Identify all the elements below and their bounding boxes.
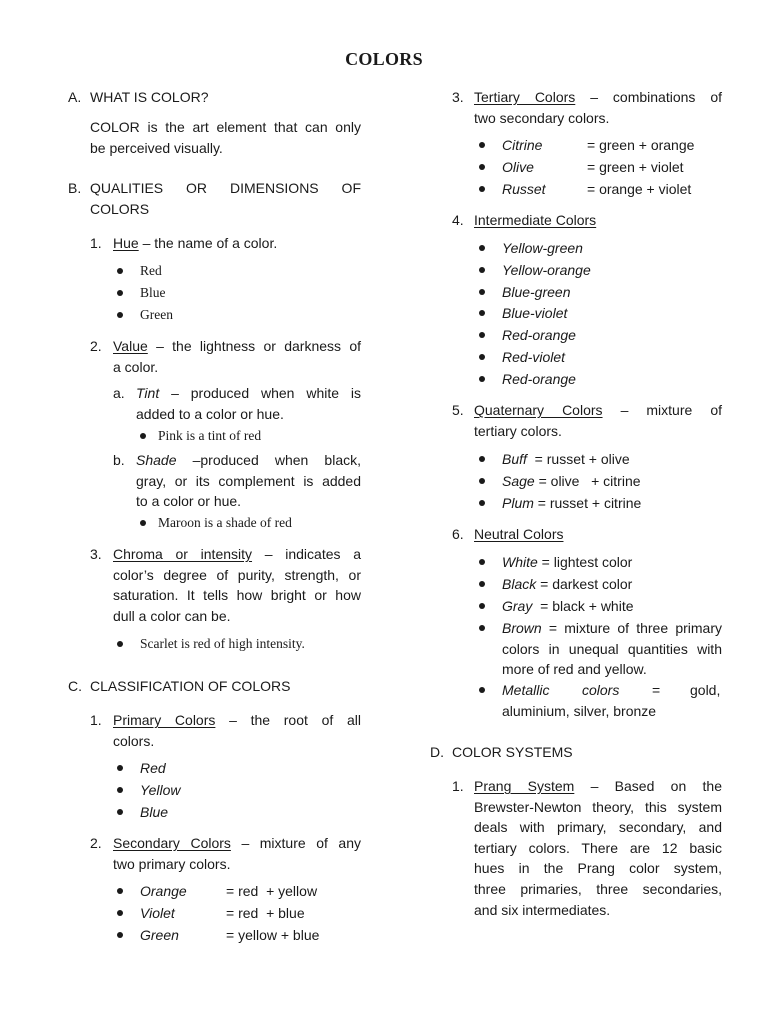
neutral-item-formula: = lightest color (537, 554, 633, 570)
tertiary-definition (474, 87, 722, 128)
shade-marker: b. (113, 452, 125, 468)
bullet-icon (479, 142, 485, 148)
tertiary-item-name: Citrine (502, 137, 543, 153)
secondary-item-formula: = red + yellow (226, 883, 318, 899)
section-b-heading-line: QUALITIES OR DIMENSIONS OF (90, 180, 361, 196)
tertiary-number: 3. (452, 89, 464, 105)
shade-line: to a color or hue. (136, 493, 242, 510)
bullet-icon (479, 478, 485, 484)
secondary-line: two primary colors. (113, 855, 231, 872)
secondary-definition (113, 833, 361, 874)
bullet-icon (479, 164, 485, 170)
bullet-icon (479, 289, 485, 295)
primary-item: Blue (140, 804, 169, 820)
secondary-item-name: Orange (140, 883, 187, 899)
chroma-term: Chroma or intensity (113, 546, 253, 562)
bullet-icon (479, 603, 485, 609)
primary-line-text: – the root of all (215, 712, 361, 728)
neutral-item-name: Black (502, 576, 537, 592)
intermediate-term: Intermediate Colors (474, 212, 597, 228)
hue-item: Green (140, 307, 173, 322)
section-a-body-line: COLOR is the art element that can only (90, 119, 361, 135)
chroma-line (113, 544, 361, 565)
value-number: 2. (90, 338, 102, 354)
quaternary-number: 5. (452, 402, 464, 418)
prang-line (474, 776, 722, 797)
bullet-icon (479, 687, 485, 693)
intermediate-item: Blue-violet (502, 305, 568, 321)
prang-line: hues in the Prang color system, (474, 860, 722, 877)
bullet-icon (117, 932, 123, 938)
neutral-number: 6. (452, 526, 464, 542)
chroma-line-text: – indicates a (252, 546, 361, 562)
tertiary-item-formula: = orange + violet (587, 181, 692, 197)
intermediate-item: Red-violet (502, 349, 566, 365)
bullet-icon (117, 641, 123, 647)
value-line-text: – the lightness or darkness of (147, 338, 361, 354)
metallic-equals: = (652, 682, 661, 698)
section-a-body (90, 117, 361, 158)
intermediate-item: Red-orange (502, 327, 576, 343)
metallic-line-2: aluminium, silver, bronze (502, 703, 657, 719)
bullet-icon (117, 888, 123, 894)
primary-line: colors. (113, 732, 155, 749)
quaternary-item-formula: = russet + citrine (533, 495, 642, 511)
value-term: Value (113, 338, 148, 354)
prang-number: 1. (452, 778, 464, 794)
bullet-icon (140, 433, 146, 439)
primary-definition (113, 710, 361, 751)
hue-number: 1. (90, 235, 102, 251)
intermediate-item: Blue-green (502, 284, 571, 300)
secondary-item-name: Green (140, 927, 179, 943)
bullet-icon (479, 625, 485, 631)
section-a-marker: A. (68, 89, 82, 105)
section-d-marker: D. (430, 744, 444, 760)
quaternary-definition (474, 400, 722, 441)
tertiary-line: two secondary colors. (474, 109, 610, 126)
shade-line-text: –produced when black, (176, 452, 361, 468)
primary-item: Red (140, 760, 166, 776)
secondary-line-text: – mixture of any (230, 835, 361, 851)
brown-line-text: = mixture of three primary (541, 620, 722, 636)
bullet-icon (479, 456, 485, 462)
primary-term: Primary Colors (113, 712, 216, 728)
secondary-item-formula: = yellow + blue (226, 927, 320, 943)
section-b-marker: B. (68, 180, 82, 196)
secondary-number: 2. (90, 835, 102, 851)
neutral-item (502, 596, 634, 617)
bullet-icon (479, 354, 485, 360)
intermediate-item: Yellow-orange (502, 262, 591, 278)
bullet-icon (479, 332, 485, 338)
document-title: COLORS (345, 49, 423, 69)
bullet-icon (479, 500, 485, 506)
quaternary-item (502, 493, 641, 514)
bullet-icon (140, 520, 146, 526)
shade-line (136, 450, 361, 471)
bullet-icon (479, 559, 485, 565)
section-a-heading: WHAT IS COLOR? (90, 89, 209, 105)
quaternary-item-name: Buff (502, 451, 527, 467)
prang-line: deals with primary, secondary, and (474, 819, 722, 836)
tint-term: Tint (136, 385, 160, 401)
neutral-brown (502, 618, 722, 680)
prang-line: and six intermediates. (474, 901, 611, 918)
neutral-item-formula: = black + white (532, 598, 634, 614)
tint-line (136, 383, 361, 404)
chroma-line: dull a color can be. (113, 607, 231, 624)
value-line (113, 336, 361, 357)
shade-term: Shade (136, 452, 177, 468)
quaternary-item-formula: = russet + olive (526, 451, 630, 467)
shade-definition (136, 450, 361, 512)
bullet-icon (117, 765, 123, 771)
tertiary-item-name: Olive (502, 159, 534, 175)
bullet-icon (117, 268, 123, 274)
prang-line: tertiary colors. There are 12 basic (474, 839, 722, 856)
intermediate-item: Yellow-green (502, 240, 583, 256)
quaternary-line (474, 400, 722, 421)
prang-term: Prang System (474, 778, 575, 794)
tertiary-item-name: Russet (502, 181, 546, 197)
bullet-icon (117, 290, 123, 296)
hue-term: Hue (113, 235, 139, 251)
bullet-icon (117, 312, 123, 318)
chroma-line: saturation. It tells how bright or how (113, 587, 361, 604)
primary-item: Yellow (140, 782, 181, 798)
section-d-heading: COLOR SYSTEMS (452, 744, 573, 760)
secondary-line (113, 833, 361, 854)
value-line: a color. (113, 358, 159, 375)
bullet-icon (117, 809, 123, 815)
bullet-icon (117, 910, 123, 916)
quaternary-item (502, 471, 641, 492)
bullet-icon (479, 581, 485, 587)
chroma-definition (113, 544, 361, 626)
tint-example: Pink is a tint of red (158, 428, 262, 443)
neutral-item-name: Gray (502, 598, 533, 614)
neutral-item (502, 574, 632, 595)
secondary-item-name: Violet (140, 905, 175, 921)
metallic-name: Metallic (502, 682, 550, 698)
prang-line: three primaries, three secondaries, (474, 880, 722, 897)
chroma-number: 3. (90, 546, 102, 562)
quaternary-line: tertiary colors. (474, 422, 562, 439)
section-c-marker: C. (68, 678, 82, 694)
hue-definition: – the name of a color. (138, 235, 278, 251)
brown-line (502, 618, 722, 639)
section-a-body-line: be perceived visually. (90, 139, 223, 156)
neutral-item (502, 552, 632, 573)
quaternary-item (502, 449, 630, 470)
quaternary-item-name: Sage (502, 473, 535, 489)
tertiary-item-formula: = green + orange (587, 137, 695, 153)
metallic-gold: gold, (690, 682, 721, 698)
bullet-icon (479, 267, 485, 273)
quaternary-line-text: – mixture of (602, 402, 722, 418)
brown-name: Brown (502, 620, 542, 636)
tertiary-line (474, 87, 722, 108)
hue-heading (113, 233, 277, 254)
bullet-icon (479, 310, 485, 316)
bullet-icon (479, 376, 485, 382)
secondary-term: Secondary Colors (113, 835, 231, 851)
primary-line (113, 710, 361, 731)
neutral-item-formula: = darkest color (536, 576, 633, 592)
tint-definition (136, 383, 361, 424)
neutral-term: Neutral Colors (474, 526, 564, 542)
brown-line: more of red and yellow. (502, 661, 647, 678)
section-c-heading: CLASSIFICATION OF COLORS (90, 678, 291, 694)
bullet-icon (479, 245, 485, 251)
secondary-item-formula: = red + blue (226, 905, 305, 921)
value-definition (113, 336, 361, 377)
intermediate-item: Red-orange (502, 371, 576, 387)
hue-item: Red (140, 263, 162, 278)
shade-line: gray, or its complement is added (136, 472, 361, 489)
prang-line-text: – Based on the (574, 778, 722, 794)
shade-example: Maroon is a shade of red (158, 515, 292, 530)
metallic-word: colors (582, 682, 620, 698)
prang-line: Brewster-Newton theory, this system (474, 798, 722, 815)
bullet-icon (479, 186, 485, 192)
quaternary-item-name: Plum (502, 495, 534, 511)
section-b-heading-line: COLORS (90, 200, 150, 217)
tertiary-term: Tertiary Colors (474, 89, 576, 105)
tint-line: added to a color or hue. (136, 405, 284, 422)
prang-definition (474, 776, 722, 920)
bullet-icon (117, 787, 123, 793)
tint-line-text: – produced when white is (159, 385, 361, 401)
tint-marker: a. (113, 385, 125, 401)
section-b-heading (90, 178, 361, 219)
brown-line: colors in unequal quantities with (502, 640, 722, 657)
neutral-item-name: White (502, 554, 538, 570)
intermediate-number: 4. (452, 212, 464, 228)
quaternary-item-formula: = olive + citrine (534, 473, 641, 489)
hue-item: Blue (140, 285, 166, 300)
primary-number: 1. (90, 712, 102, 728)
tertiary-item-formula: = green + violet (587, 159, 684, 175)
quaternary-term: Quaternary Colors (474, 402, 603, 418)
chroma-example: Scarlet is red of high intensity. (140, 636, 305, 651)
tertiary-line-text: – combinations of (575, 89, 722, 105)
chroma-line: color’s degree of purity, strength, or (113, 566, 361, 583)
